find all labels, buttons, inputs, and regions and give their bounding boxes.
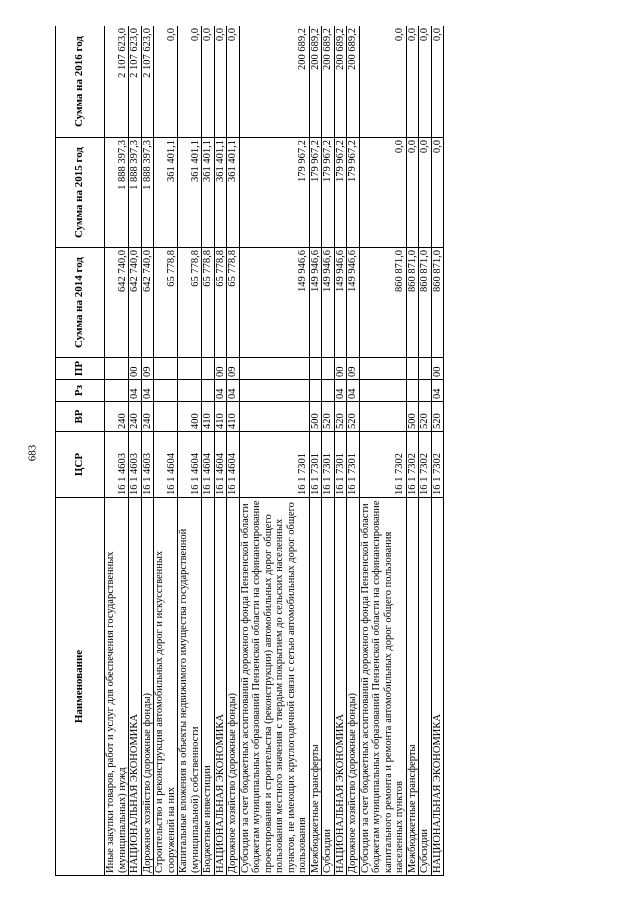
budget-table bbox=[55, 26, 444, 876]
cell-rz: 04 bbox=[334, 380, 347, 402]
table-row bbox=[214, 26, 227, 876]
cell-vr: 520 bbox=[431, 402, 444, 432]
cell-sum-2014: 65 778,8 bbox=[214, 248, 227, 358]
cell-vr bbox=[154, 402, 178, 432]
table-row bbox=[141, 26, 154, 876]
page-number-container bbox=[20, 0, 45, 905]
cell-pr bbox=[178, 358, 202, 380]
cell-sum-2016: 0,0 bbox=[431, 26, 444, 138]
table-row bbox=[105, 26, 129, 876]
cell-rz: 04 bbox=[214, 380, 227, 402]
table-row bbox=[419, 26, 432, 876]
table-header-row bbox=[56, 26, 105, 876]
table-row bbox=[239, 26, 309, 876]
header-vr: ВР bbox=[56, 402, 105, 432]
cell-pr: 00 bbox=[214, 358, 227, 380]
cell-sum-2014: 65 778,8 bbox=[178, 248, 202, 358]
cell-sum-2016: 2 107 623,0 bbox=[105, 26, 129, 138]
cell-sum-2015: 0,0 bbox=[431, 138, 444, 248]
cell-sum-2014: 860 871,0 bbox=[431, 248, 444, 358]
header-sum-2014: Сумма на 2014 год bbox=[56, 248, 105, 358]
cell-sum-2016: 2 107 623,0 bbox=[129, 26, 142, 138]
cell-rz bbox=[154, 380, 178, 402]
cell-name: Дорожное хозяйство (дорожные фонды) bbox=[227, 498, 240, 876]
cell-sum-2014: 65 778,8 bbox=[227, 248, 240, 358]
cell-vr: 400 bbox=[178, 402, 202, 432]
cell-sum-2016: 200 689,2 bbox=[309, 26, 322, 138]
cell-pr: 00 bbox=[129, 358, 142, 380]
cell-sum-2016: 200 689,2 bbox=[347, 26, 360, 138]
cell-sum-2014: 642 740,0 bbox=[105, 248, 129, 358]
cell-vr: 520 bbox=[322, 402, 335, 432]
cell-rz: 04 bbox=[347, 380, 360, 402]
cell-rz: 04 bbox=[227, 380, 240, 402]
cell-vr: 240 bbox=[141, 402, 154, 432]
cell-pr bbox=[359, 358, 406, 380]
cell-csr: 16 1 4604 bbox=[227, 432, 240, 498]
cell-pr bbox=[239, 358, 309, 380]
cell-name: Капитальные вложения в объекты недвижимого имущества государственной (муниципальной) собственности bbox=[178, 498, 202, 876]
cell-name: Иные закупки товаров, работ и услуг для обеспечения государственных (муниципальных) нужд bbox=[105, 498, 129, 876]
cell-vr: 410 bbox=[227, 402, 240, 432]
cell-vr: 240 bbox=[105, 402, 129, 432]
cell-sum-2014: 149 946,6 bbox=[334, 248, 347, 358]
table-row bbox=[431, 26, 444, 876]
cell-vr: 520 bbox=[347, 402, 360, 432]
header-sum-2016: Сумма на 2016 год bbox=[56, 26, 105, 138]
cell-sum-2014: 860 871,0 bbox=[419, 248, 432, 358]
cell-sum-2015: 0,0 bbox=[419, 138, 432, 248]
cell-sum-2014: 149 946,6 bbox=[347, 248, 360, 358]
table-row bbox=[154, 26, 178, 876]
cell-name: Субсидии за счет бюджетных ассигнований дорожного фонда Пензенской области бюджетам муниципальных образований Пензенской области на софинансирование капитального ремонта и ремонта автомобильных дорог общего пользования населенных пунктов bbox=[359, 498, 406, 876]
cell-pr: 09 bbox=[141, 358, 154, 380]
cell-csr: 16 1 7301 bbox=[334, 432, 347, 498]
cell-name: Дорожное хозяйство (дорожные фонды) bbox=[347, 498, 360, 876]
table-row bbox=[322, 26, 335, 876]
table-row bbox=[359, 26, 406, 876]
cell-sum-2014: 860 871,0 bbox=[359, 248, 406, 358]
cell-sum-2015: 1 888 397,3 bbox=[141, 138, 154, 248]
table-row bbox=[309, 26, 322, 876]
cell-sum-2015: 361 401,1 bbox=[202, 138, 215, 248]
table-row bbox=[227, 26, 240, 876]
cell-sum-2014: 149 946,6 bbox=[239, 248, 309, 358]
cell-rz bbox=[322, 380, 335, 402]
header-pr: ПР bbox=[56, 358, 105, 380]
cell-vr: 410 bbox=[202, 402, 215, 432]
cell-sum-2016: 200 689,2 bbox=[334, 26, 347, 138]
table-row bbox=[178, 26, 202, 876]
cell-sum-2015: 179 967,2 bbox=[334, 138, 347, 248]
cell-vr: 240 bbox=[129, 402, 142, 432]
cell-csr: 16 1 4604 bbox=[178, 432, 202, 498]
cell-sum-2014: 65 778,8 bbox=[154, 248, 178, 358]
header-rz: Рз bbox=[56, 380, 105, 402]
cell-name: Межбюджетные трансферты bbox=[406, 498, 419, 876]
cell-sum-2015: 0,0 bbox=[359, 138, 406, 248]
cell-csr: 16 1 7302 bbox=[359, 432, 406, 498]
cell-sum-2015: 1 888 397,3 bbox=[129, 138, 142, 248]
cell-pr: 09 bbox=[227, 358, 240, 380]
cell-vr: 410 bbox=[214, 402, 227, 432]
cell-sum-2016: 200 689,2 bbox=[322, 26, 335, 138]
cell-csr: 16 1 7301 bbox=[309, 432, 322, 498]
cell-sum-2014: 642 740,0 bbox=[141, 248, 154, 358]
cell-csr: 16 1 7302 bbox=[419, 432, 432, 498]
cell-csr: 16 1 7302 bbox=[431, 432, 444, 498]
cell-sum-2015: 0,0 bbox=[406, 138, 419, 248]
cell-csr: 16 1 4604 bbox=[154, 432, 178, 498]
cell-sum-2016: 200 689,2 bbox=[239, 26, 309, 138]
cell-vr: 520 bbox=[334, 402, 347, 432]
cell-sum-2016: 0,0 bbox=[406, 26, 419, 138]
cell-rz bbox=[359, 380, 406, 402]
cell-sum-2014: 149 946,6 bbox=[322, 248, 335, 358]
cell-sum-2016: 0,0 bbox=[154, 26, 178, 138]
cell-rz bbox=[406, 380, 419, 402]
cell-sum-2016: 2 107 623,0 bbox=[141, 26, 154, 138]
cell-vr bbox=[359, 402, 406, 432]
cell-name: Дорожное хозяйство (дорожные фонды) bbox=[141, 498, 154, 876]
cell-csr: 16 1 7302 bbox=[406, 432, 419, 498]
cell-rz: 04 bbox=[431, 380, 444, 402]
cell-vr: 520 bbox=[419, 402, 432, 432]
table-row bbox=[202, 26, 215, 876]
cell-pr: 00 bbox=[431, 358, 444, 380]
cell-name: НАЦИОНАЛЬНАЯ ЭКОНОМИКА bbox=[334, 498, 347, 876]
table-row bbox=[334, 26, 347, 876]
cell-csr: 16 1 4604 bbox=[214, 432, 227, 498]
cell-name: Субсидии за счет бюджетных ассигнований дорожного фонда Пензенской области бюджетам муниципальных образований Пензенской области на софинансирование проектирования и строительства (реконструкции) автомобильных дорог общего пользования местного значения с твердым покрытием до сельских населенных пунктов, не имеющих круглогодичной связи с сетью автомобильных дорог общего пользования bbox=[239, 498, 309, 876]
cell-sum-2016: 0,0 bbox=[419, 26, 432, 138]
cell-sum-2016: 0,0 bbox=[202, 26, 215, 138]
cell-rz bbox=[239, 380, 309, 402]
table-body bbox=[105, 26, 444, 876]
cell-name: Субсидии bbox=[419, 498, 432, 876]
budget-table-container bbox=[55, 26, 635, 876]
cell-sum-2015: 179 967,2 bbox=[347, 138, 360, 248]
cell-vr: 500 bbox=[406, 402, 419, 432]
cell-sum-2014: 642 740,0 bbox=[129, 248, 142, 358]
cell-sum-2014: 149 946,6 bbox=[309, 248, 322, 358]
cell-rz bbox=[105, 380, 129, 402]
cell-rz bbox=[202, 380, 215, 402]
cell-pr: 00 bbox=[334, 358, 347, 380]
cell-sum-2014: 860 871,0 bbox=[406, 248, 419, 358]
cell-pr bbox=[105, 358, 129, 380]
cell-csr: 16 1 4604 bbox=[202, 432, 215, 498]
header-name: Наименование bbox=[56, 498, 105, 876]
cell-pr bbox=[202, 358, 215, 380]
rotated-sheet bbox=[55, 26, 635, 876]
cell-sum-2015: 1 888 397,3 bbox=[105, 138, 129, 248]
cell-name: Бюджетные инвестиции bbox=[202, 498, 215, 876]
cell-sum-2015: 361 401,1 bbox=[214, 138, 227, 248]
cell-vr bbox=[239, 402, 309, 432]
cell-sum-2016: 0,0 bbox=[178, 26, 202, 138]
cell-name: НАЦИОНАЛЬНАЯ ЭКОНОМИКА bbox=[129, 498, 142, 876]
cell-sum-2015: 179 967,2 bbox=[309, 138, 322, 248]
cell-rz: 04 bbox=[141, 380, 154, 402]
cell-sum-2015: 361 401,1 bbox=[227, 138, 240, 248]
cell-csr: 16 1 4603 bbox=[105, 432, 129, 498]
cell-csr: 16 1 7301 bbox=[239, 432, 309, 498]
cell-pr bbox=[309, 358, 322, 380]
cell-sum-2016: 0,0 bbox=[214, 26, 227, 138]
cell-vr: 500 bbox=[309, 402, 322, 432]
cell-name: НАЦИОНАЛЬНАЯ ЭКОНОМИКА bbox=[431, 498, 444, 876]
table-row bbox=[129, 26, 142, 876]
page-number: 683 bbox=[26, 444, 39, 461]
cell-rz bbox=[309, 380, 322, 402]
cell-pr bbox=[419, 358, 432, 380]
header-sum-2015: Сумма на 2015 год bbox=[56, 138, 105, 248]
cell-pr bbox=[322, 358, 335, 380]
cell-csr: 16 1 7301 bbox=[322, 432, 335, 498]
cell-sum-2015: 361 401,1 bbox=[154, 138, 178, 248]
table-row bbox=[406, 26, 419, 876]
cell-csr: 16 1 7301 bbox=[347, 432, 360, 498]
cell-csr: 16 1 4603 bbox=[141, 432, 154, 498]
cell-sum-2014: 65 778,8 bbox=[202, 248, 215, 358]
cell-rz bbox=[419, 380, 432, 402]
cell-sum-2016: 0,0 bbox=[359, 26, 406, 138]
cell-rz: 04 bbox=[129, 380, 142, 402]
cell-sum-2015: 361 401,1 bbox=[178, 138, 202, 248]
cell-sum-2016: 0,0 bbox=[227, 26, 240, 138]
cell-sum-2015: 179 967,2 bbox=[239, 138, 309, 248]
cell-pr: 09 bbox=[347, 358, 360, 380]
cell-rz bbox=[178, 380, 202, 402]
cell-name: НАЦИОНАЛЬНАЯ ЭКОНОМИКА bbox=[214, 498, 227, 876]
cell-csr: 16 1 4603 bbox=[129, 432, 142, 498]
cell-name: Субсидии bbox=[322, 498, 335, 876]
cell-pr bbox=[406, 358, 419, 380]
cell-pr bbox=[154, 358, 178, 380]
header-csr: ЦСР bbox=[56, 432, 105, 498]
cell-name: Межбюджетные трансферты bbox=[309, 498, 322, 876]
table-row bbox=[347, 26, 360, 876]
cell-name: Строительство и реконструкция автомобильных дорог и искусственных сооружений на них bbox=[154, 498, 178, 876]
cell-sum-2015: 179 967,2 bbox=[322, 138, 335, 248]
